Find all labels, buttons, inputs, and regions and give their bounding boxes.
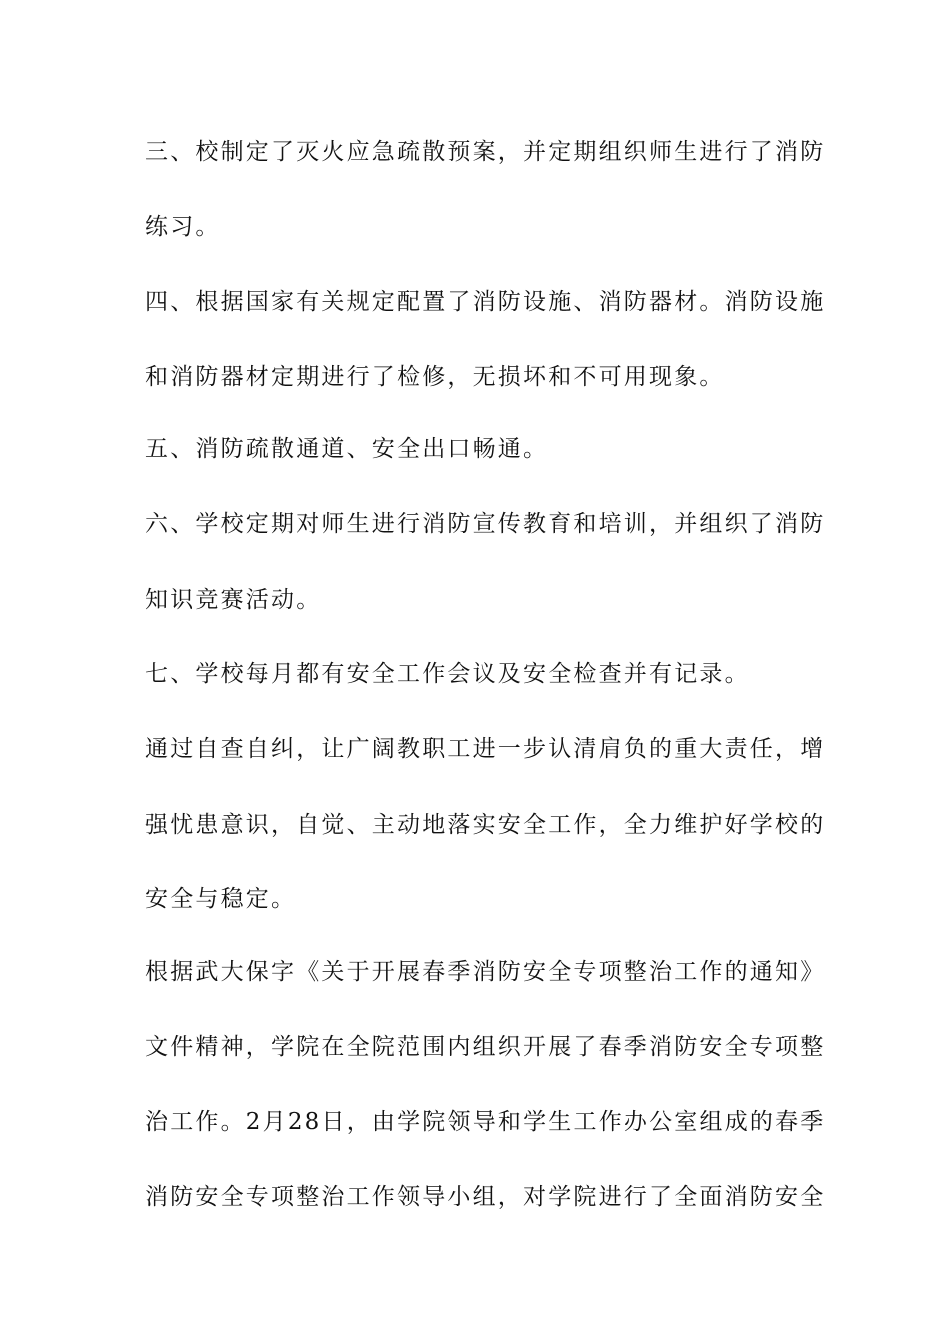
text-line: 知识竞赛活动。 (145, 587, 322, 613)
text-line: 四、根据国家有关规定配置了消防设施、消防器材。消防设施 (145, 289, 826, 315)
text-line: 通过自查自纠，让广阔教职工进一步认清肩负的重大责任，增 (145, 736, 826, 762)
text-line: 治工作。2月28日，由学院领导和学生工作办公室组成的春季 (145, 1109, 826, 1135)
text-line: 消防安全专项整治工作领导小组，对学院进行了全面消防安全 (145, 1184, 826, 1210)
text-line: 六、学校定期对师生进行消防宣传教育和培训，并组织了消防 (145, 511, 826, 537)
text-line: 根据武大保字《关于开展春季消防安全专项整治工作的通知》 (145, 959, 826, 985)
text-line: 和消防器材定期进行了检修，无损坏和不可用现象。 (145, 364, 725, 390)
text-line: 七、学校每月都有安全工作会议及安全检查并有记录。 (145, 661, 750, 687)
text-line: 文件精神，学院在全院范围内组织开展了春季消防安全专项整 (145, 1034, 826, 1060)
text-line: 安全与稳定。 (145, 886, 297, 912)
text-line: 练习。 (145, 214, 221, 240)
text-line: 三、校制定了灭火应急疏散预案，并定期组织师生进行了消防 (145, 139, 826, 165)
text-line: 五、消防疏散通道、安全出口畅通。 (145, 436, 549, 462)
text-line: 强忧患意识，自觉、主动地落实安全工作，全力维护好学校的 (145, 812, 826, 838)
